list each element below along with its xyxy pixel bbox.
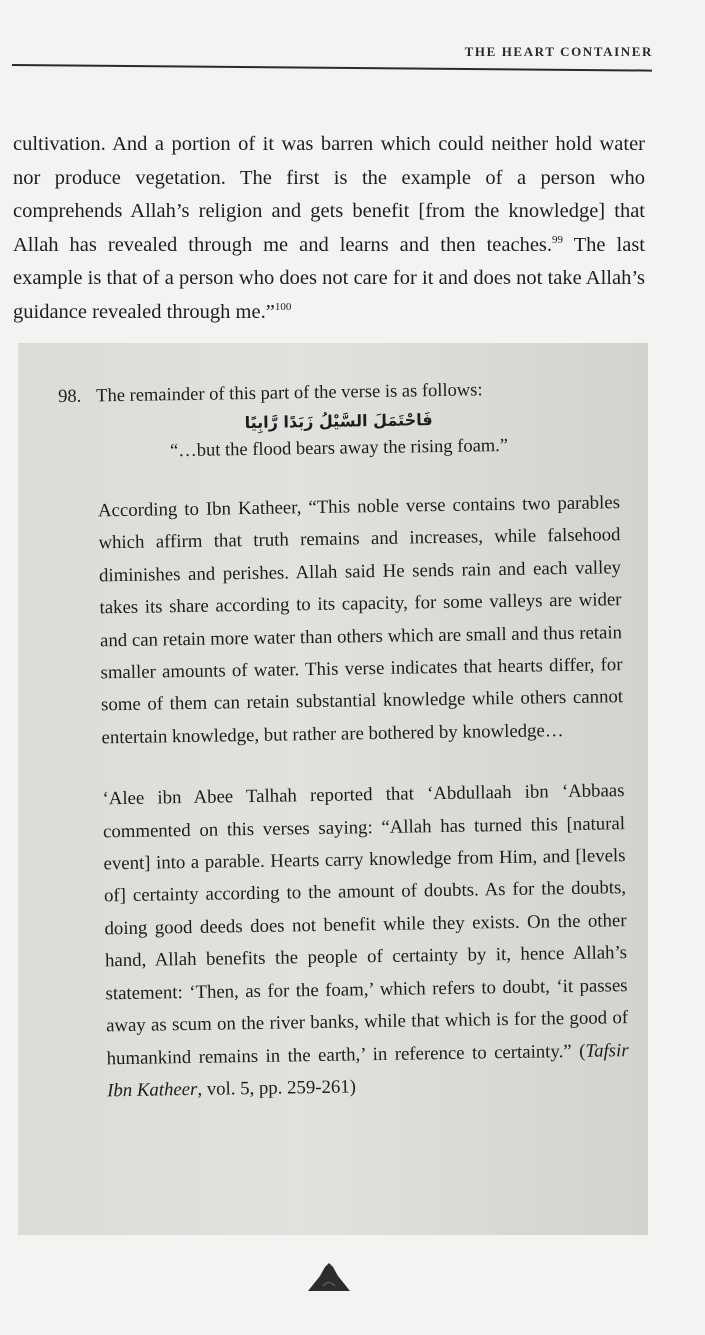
main-text [13,128,645,329]
footnote-paragraph-1: According to Ibn Katheer, “This noble verse contains two parables which affirm that truth remains and increases, while falsehood diminishes and perishes. Allah said He sends rain and each valley takes its share according to its capacity, for some valleys are wider and can retain more water than others which are small and thus retain smaller amounts of water. This verse indicates that hearts differ, for some of them can retain substantial knowledge while others cannot entertain knowledge, but rather are bothered by knowledge… [97,492,624,749]
footnote-number: 98. [58,386,82,407]
source-reference: , vol. 5, pp. 259-261) [197,1076,357,1100]
page-ornament-icon [306,1262,352,1292]
header-rule [12,64,652,72]
footnote-intro-text: The remainder of this part of the verse is as follows: [96,380,483,407]
verse-translation: “…but the flood bears away the rising foam.” [169,435,509,462]
footnote-paragraph-2 [64,775,629,1108]
footnote-paragraph-2-text: ‘Alee ibn Abee Talhah reported that ‘Abdullaah ibn ‘Abbaas commented on this verses saying: “Allah has turned this [natural event] into a parable. Hearts carry knowledge from Him, and [levels of] certainty according to the amount of doubts. As for the doubts, doing good deeds does not benefit while they exists. On the other hand, Allah benefits the people of certainty by it, hence Allah’s statement: ‘Then, as for the foam,’ which refers to doubt, ‘it passes away as scum on the river banks, while that which is for the good of humankind remains in the earth,’ in reference to certainty.” ( [102,780,629,1069]
arabic-verse: فَاحْتَمَلَ السَّيْلُ زَبَدًا رَّابِيًا [244,410,433,433]
footnote-content [58,374,629,1108]
note-ref-100[interactable]: 100 [274,300,292,313]
source-title: Tafsir Ibn Katheer [106,1039,629,1102]
main-text-part-1: cultivation. And a portion of it was barren which could neither hold water nor produce vegetation. The first is the example of a person who comprehends Allah’s religion and gets benefit [from the knowledge] that Allah has revealed through me and learns and then teaches. [13,133,645,256]
footnote-box [18,343,648,1235]
running-head: THE HEART CONTAINER [464,44,653,59]
main-text-part-2: The last example is that of a person who does not care for it and does not take Allah’s guidance revealed through me.” [13,233,645,323]
note-ref-99[interactable]: 99 [552,233,564,246]
